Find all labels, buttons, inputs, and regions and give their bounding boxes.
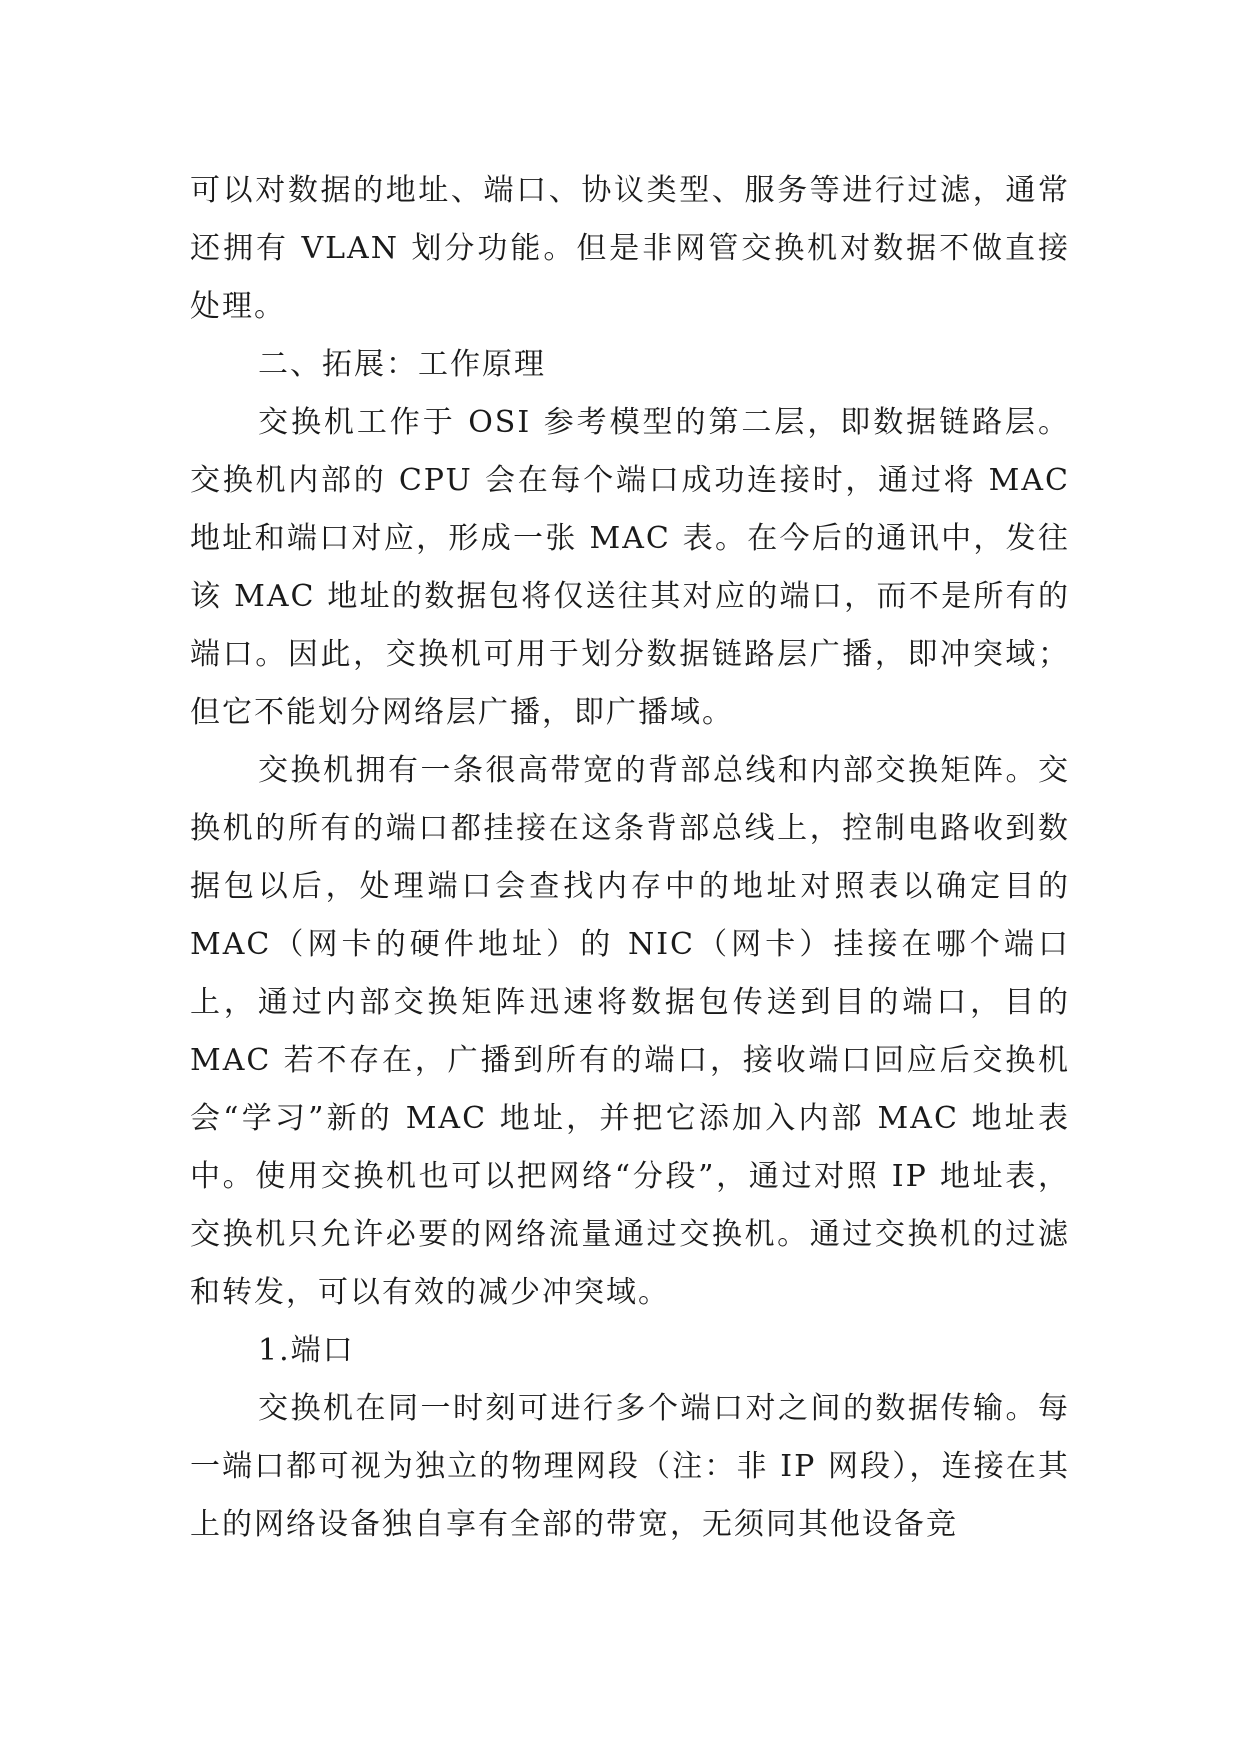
subsection-heading-port: 1.端口 [258, 1333, 355, 1368]
paragraph-port-transmission: 交换机在同一时刻可进行多个端口对之间的数据传输。每一端口都可视为独立的物理网段（注：非 IP 网段），连接在其上的网络设备独自享有全部的带宽，无须同其他设备竞 [190, 1391, 1070, 1542]
section-heading-working-principle: 二、拓展：工作原理 [258, 347, 546, 382]
paragraph-filtering-continuation: 可以对数据的地址、端口、协议类型、服务等进行过滤，通常还拥有 VLAN 划分功能。但是非网管交换机对数据不做直接处理。 [190, 173, 1070, 324]
paragraph-osi-layer: 交换机工作于 OSI 参考模型的第二层，即数据链路层。交换机内部的 CPU 会在每个端口成功连接时，通过将 MAC 地址和端口对应，形成一张 MAC 表。在今后的通讯中，发往该 MAC 地址的数据包将仅送往其对应的端口，而不是所有的端口。因此，交换机可用于划分数据链路层广播，即冲突域；但它不能划分网络层广播，即广播域。 [190, 405, 1070, 730]
paragraph-backplane-bus: 交换机拥有一条很高带宽的背部总线和内部交换矩阵。交换机的所有的端口都挂接在这条背部总线上，控制电路收到数据包以后，处理端口会查找内存中的地址对照表以确定目的 MAC（网卡的硬件地址）的 NIC（网卡）挂接在哪个端口上，通过内部交换矩阵迅速将数据包传送到目的端口，目的 MAC 若不存在，广播到所有的端口，接收端口回应后交换机会“学习”新的 MAC 地址，并把它添加入内部 MAC 地址表中。使用交换机也可以把网络“分段”，通过对照 IP 地址表，交换机只允许必要的网络流量通过交换机。通过交换机的过滤和转发，可以有效的减少冲突域。 [190, 753, 1070, 1310]
document-body [190, 162, 1070, 1554]
